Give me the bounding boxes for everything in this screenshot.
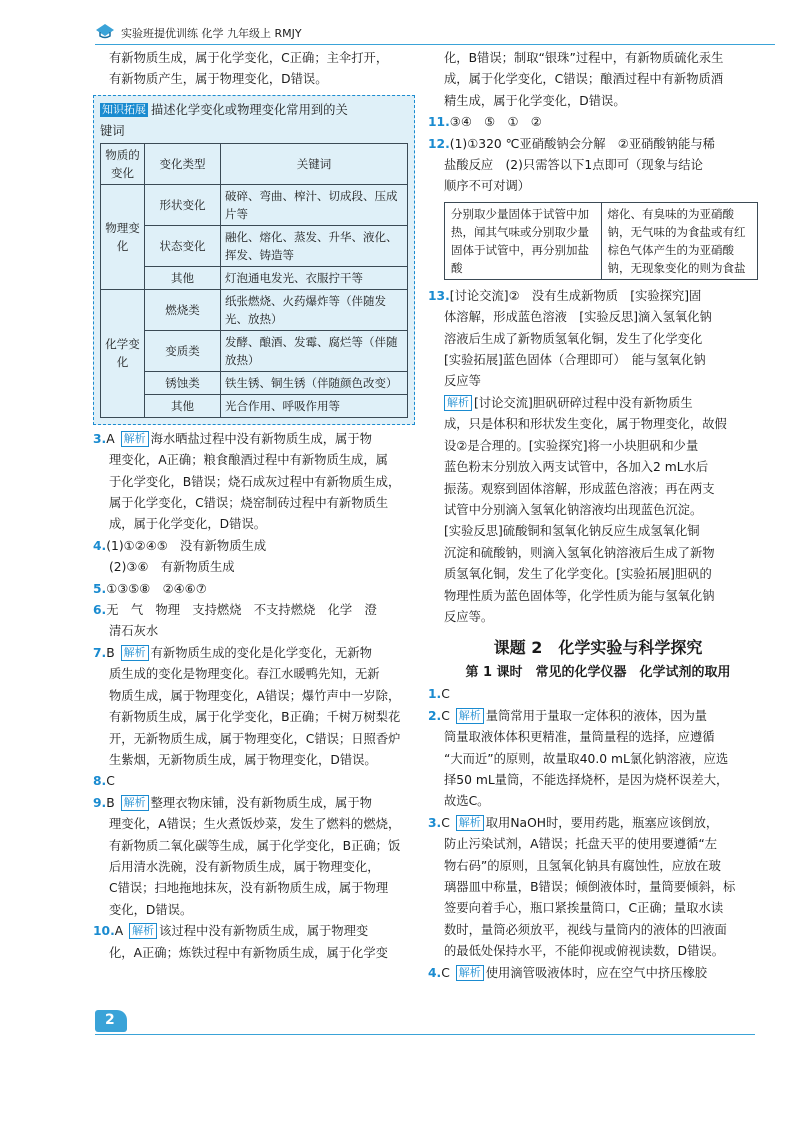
question-number: 4. — [428, 965, 442, 980]
text-line: 理变化，A错误；生火煮饭炒菜，发生了燃料的燃烧， — [109, 817, 401, 832]
table-cell-method: 分别取少量固体于试管中加热，闻其气味或分别取少量固体于试管中，再分别加盐酸 — [445, 202, 602, 279]
text-line: 成，属于化学变化，C错误；酿酒过程中有新物质酒 — [444, 72, 724, 87]
answer-choice: B — [106, 645, 115, 660]
answer-choice: C — [441, 965, 450, 980]
answer-text: ①③⑤⑧ ②④⑥⑦ — [106, 581, 207, 596]
text-line: 理变化，A正确；粮食酿酒过程中有新物质生成，属 — [109, 453, 388, 468]
table-row — [445, 202, 758, 279]
table-cell: 形状变化 — [145, 184, 221, 225]
book-logo-icon — [95, 22, 115, 40]
analysis-tag: 解析 — [444, 395, 472, 411]
text-line: 清石灰水 — [109, 624, 159, 639]
text-line: 后用清水洗碗，没有新物质生成，属于物理变化， — [109, 859, 380, 874]
table-cell: 其他 — [145, 266, 221, 289]
table-cell: 发酵、酿酒、发霉、腐烂等（伴随放热） — [221, 330, 408, 371]
text-line: C错误；扫地拖地抹灰，没有新物质生成，属于物理 — [109, 881, 389, 896]
answer-q10 — [93, 921, 415, 942]
answer-choice: B — [106, 795, 115, 810]
text-line: 化，B错误；制取“银珠”过程中，有新物质硫化汞生 — [444, 51, 724, 65]
text-line: 变化，D错误。 — [109, 902, 193, 917]
question-number: 11. — [428, 115, 450, 130]
analysis-tag: 解析 — [121, 795, 149, 811]
question-number: 3. — [93, 431, 107, 446]
table-row — [101, 289, 408, 330]
page-footer — [95, 1010, 127, 1036]
knowledge-heading-2: 键词 — [100, 123, 125, 138]
table-cell: 铁生锈、铜生锈（伴随颜色改变） — [221, 371, 408, 394]
question-number: 3. — [428, 815, 442, 830]
answer-q12 — [428, 134, 768, 155]
left-column — [93, 48, 415, 964]
analysis-text: 有新物质生成的变化是化学变化，无新物 — [150, 645, 372, 660]
text-line: 有新物质产生，属于物理变化，D错误。 — [109, 72, 328, 87]
header-rule — [95, 44, 775, 45]
answer-text: (1)①②④⑤ 没有新物质生成 — [106, 538, 267, 553]
chemical-change-label: 化学变化 — [101, 289, 145, 417]
text-line: 振荡。观察到固体溶解，形成蓝色溶液；再在两支 — [444, 481, 715, 496]
text-line: 物右码”的原则，且氢氧化钠具有腐蚀性，应放在玻 — [444, 858, 721, 873]
analysis-text: 海水晒盐过程中没有新物质生成，属于物 — [150, 431, 372, 446]
answer-q4 — [93, 536, 415, 557]
analysis-text: 取用NaOH时，要用药匙，瓶塞应该倒放， — [485, 815, 719, 830]
knowledge-box — [93, 95, 415, 425]
lesson-title: 第 1 课时 常见的化学仪器 化学试剂的取用 — [465, 665, 731, 681]
table-cell: 灯泡通电发光、衣服拧干等 — [221, 266, 408, 289]
answer-choice: A — [114, 924, 124, 939]
analysis-text: 量筒常用于量取一定体积的液体，因为量 — [485, 708, 708, 723]
answer-choice: A — [106, 431, 115, 446]
answer-text: C — [441, 687, 450, 702]
text-line: 反应等。 — [444, 609, 494, 624]
table-cell: 破碎、弯曲、榨汁、切成段、压成片等 — [221, 184, 408, 225]
right-column — [428, 48, 768, 984]
question-number: 6. — [93, 603, 107, 618]
answer-s4 — [428, 963, 768, 984]
text-line: 物理性质为蓝色固体等，化学性质为能与氢氧化钠 — [444, 588, 715, 603]
text-line: 于化学变化，B错误；烧石成灰过程中有新物质生成， — [109, 474, 401, 489]
table-row — [101, 371, 408, 394]
text-line: [实验反思]硫酸铜和氢氧化钠反应生成氢氧化铜 — [444, 524, 700, 539]
analysis-text: [讨论交流]胆矾研碎过程中没有新物质生 — [474, 395, 693, 410]
question-number: 10. — [93, 924, 115, 939]
text-line: 蓝色粉末分别放入两支试管中，各加入2 mL水后 — [444, 460, 709, 475]
page-header — [95, 22, 775, 42]
table-row — [101, 225, 408, 266]
text-line: 化，A正确；炼铁过程中有新物质生成，属于化学变 — [109, 945, 388, 960]
text-line: 属于化学变化，C错误；烧窑制砖过程中有新物质生 — [109, 496, 389, 511]
text-line: 溶液后生成了新物质氢氧化铜，发生了化学变化 — [444, 331, 703, 346]
answer-q6 — [93, 600, 415, 621]
analysis-line — [428, 393, 768, 414]
text-line: 盐酸反应 (2)只需答以下1点即可（现象与结论 — [444, 158, 703, 173]
text-line: 沉淀和硫酸钠，则滴入氢氧化钠溶液后生成了新物 — [444, 545, 715, 560]
answer-q5 — [93, 579, 415, 600]
question-number: 4. — [93, 538, 107, 553]
text-line: 质氢氧化铜，发生了化学变化。[实验拓展]胆矾的 — [444, 567, 712, 582]
table-header-cell: 物质的变化 — [101, 143, 145, 184]
text-line: 开，无新物质生成，属于物理变化，C错误；日照香炉 — [109, 731, 401, 746]
table-cell: 光合作用、呼吸作用等 — [221, 394, 408, 417]
knowledge-heading — [100, 100, 408, 121]
analysis-tag: 解析 — [456, 965, 484, 981]
table-cell-result: 熔化、有臭味的为亚硝酸钠，无气味的为食盐或有红棕色气体产生的为亚硝酸钠，无现象变化的则为食盐 — [601, 202, 758, 279]
text-line: 故选C。 — [444, 794, 490, 809]
analysis-tag: 解析 — [121, 645, 149, 661]
analysis-tag: 解析 — [456, 708, 484, 724]
answer-choice: C — [441, 708, 450, 723]
question-number: 7. — [93, 645, 107, 660]
keyword-table — [100, 143, 408, 418]
text-line: 有新物质二氧化碳等生成，属于化学变化，B正确；饭 — [109, 838, 401, 853]
table-cell: 锈蚀类 — [145, 371, 221, 394]
analysis-tag: 解析 — [456, 815, 484, 831]
text-line: 体溶解，形成蓝色溶液 [实验反思]滴入氢氧化钠 — [444, 310, 712, 325]
text-line: 签要向着手心，瓶口紧挨量筒口，C正确；量取水读 — [444, 901, 724, 916]
question-number: 1. — [428, 687, 442, 702]
table-row — [101, 266, 408, 289]
answer-q7 — [93, 643, 415, 664]
answer-q11 — [428, 112, 768, 133]
text-line: 物质生成，属于物理变化，A错误；爆竹声中一岁除， — [109, 688, 401, 703]
answer-q8 — [93, 771, 415, 792]
text-line: 顺序不可对调） — [444, 179, 531, 194]
text-line: 反应等 — [444, 374, 481, 389]
table-cell: 变质类 — [145, 330, 221, 371]
text-line: 数时，量筒必须放平，视线与量筒内的液体的凹液面 — [444, 922, 727, 937]
text-line: 有新物质生成，属于化学变化，C正确；主伞打开， — [109, 51, 389, 65]
table-cell: 其他 — [145, 394, 221, 417]
page-number: 2 — [105, 1012, 115, 1028]
text-line: 成，属于化学变化，D错误。 — [109, 517, 267, 532]
answer-text: 无 气 物理 支持燃烧 不支持燃烧 化学 澄 — [106, 603, 377, 618]
text-line: 择50 mL量筒，不能选择烧杯，是因为烧杯误差大， — [444, 772, 729, 787]
analysis-text: 该过程中没有新物质生成，属于物理变 — [159, 924, 369, 939]
question-number: 13. — [428, 288, 450, 303]
answer-s1 — [428, 684, 768, 705]
text-line: 璃器皿中称量，B错误；倾倒液体时，量筒要倾斜，标 — [444, 880, 736, 894]
analysis-tag: 解析 — [121, 431, 149, 447]
question-number: 12. — [428, 136, 450, 151]
answer-s2 — [428, 706, 768, 727]
table-cell: 状态变化 — [145, 225, 221, 266]
answer-text: C — [106, 774, 115, 789]
table-cell: 融化、熔化、蒸发、升华、液化、挥发、铸造等 — [221, 225, 408, 266]
analysis-text: 整理衣物床铺，没有新物质生成，属于物 — [150, 795, 372, 810]
text-line: (2)③⑥ 有新物质生成 — [109, 560, 235, 575]
text-line: “大而近”的原则，故量取40.0 mL氯化钠溶液，应选 — [444, 751, 729, 766]
text-line: 筒量取液体体积更精准，量筒量程的选择，应遵循 — [444, 730, 715, 745]
text-line: 设②是合理的。[实验探究]将一小块胆矾和少量 — [444, 438, 699, 453]
text-line: 精生成，属于化学变化，D错误。 — [444, 93, 626, 108]
table-row — [101, 143, 408, 184]
table-row — [101, 184, 408, 225]
section-title: 课题 2 化学实验与科学探究 — [493, 638, 703, 658]
answer-text: ③④ ⑤ ① ② — [449, 115, 542, 130]
text-line: 有新物质生成，属于化学变化，B正确；千树万树梨花 — [109, 710, 401, 725]
table-cell: 燃烧类 — [145, 289, 221, 330]
table-header-cell: 变化类型 — [145, 143, 221, 184]
physical-change-label: 物理变化 — [101, 184, 145, 289]
question-number: 2. — [428, 708, 442, 723]
question-number: 9. — [93, 795, 107, 810]
analysis-text: 使用滴管吸液体时，应在空气中挤压橡胶 — [485, 965, 708, 980]
text-line: 成，只是体积和形状发生变化，属于物理变化，故假 — [444, 417, 727, 432]
answer-text: (1)①320 ℃亚硝酸钠会分解 ②亚硝酸钠能与稀 — [449, 136, 715, 151]
footer-rule — [95, 1034, 755, 1035]
answer-text: [讨论交流]② 没有生成新物质 [实验探究]固 — [449, 288, 702, 303]
answer-q3 — [93, 429, 415, 450]
table-cell: 纸张燃烧、火药爆炸等（伴随发光、放热） — [221, 289, 408, 330]
knowledge-tag: 知识拓展 — [102, 102, 146, 116]
answer-q13 — [428, 286, 768, 307]
text-line: [实验拓展]蓝色固体（合理即可） 能与氢氧化钠 — [444, 353, 706, 368]
text-line: 生紫烟，无新物质生成，属于物理变化，D错误。 — [109, 752, 377, 767]
question-number: 5. — [93, 581, 107, 596]
analysis-tag: 解析 — [129, 923, 157, 939]
text-line: 防止污染试剂，A错误；托盘天平的使用要遵循“左 — [444, 837, 718, 852]
text-line: 试管中分别滴入氢氧化钠溶液均出现蓝色沉淀。 — [444, 502, 703, 517]
header-title: 实验班提优训练 化学 九年级上 RMJY — [121, 27, 302, 40]
table-header-cell: 关键词 — [221, 143, 408, 184]
knowledge-heading-text: 描述化学变化或物理变化常用到的关 — [151, 102, 348, 117]
experiment-table — [444, 202, 758, 280]
answer-s3 — [428, 813, 768, 834]
text-line: 质生成的变化是物理变化。春江水暖鸭先知，无新 — [109, 667, 380, 682]
answer-q9 — [93, 793, 415, 814]
table-row — [101, 394, 408, 417]
text-line: 的最低处保持水平，不能仰视或俯视读数，D错误。 — [444, 944, 725, 959]
table-row — [101, 330, 408, 371]
question-number: 8. — [93, 774, 107, 789]
answer-choice: C — [441, 815, 450, 830]
